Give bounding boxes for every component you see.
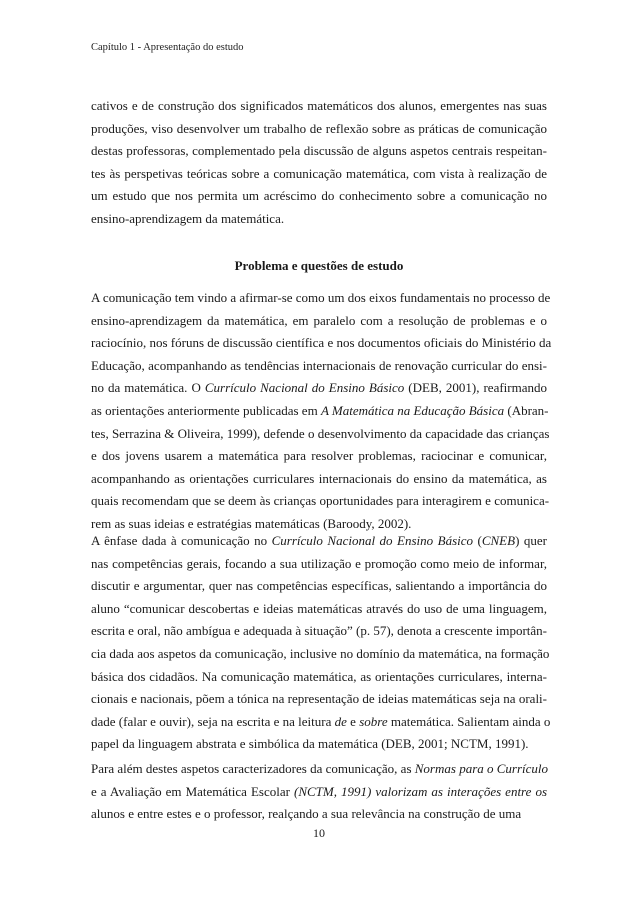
section-heading: Problema e questões de estudo <box>234 258 404 273</box>
text-line <box>91 445 547 468</box>
text-line <box>91 688 547 711</box>
text-line <box>91 185 547 208</box>
text-segment: destas professoras, complementado pela discussão de alguns aspetos centrais respeitan- <box>91 143 547 159</box>
italic-title: CNEB <box>481 533 516 548</box>
italic-title: sobre <box>359 713 388 729</box>
text-segment: A comunicação tem vindo a afirmar-se como um dos eixos fundamentais no processo de <box>91 290 551 305</box>
text-line <box>91 490 550 513</box>
text-segment: (Abran- <box>504 402 549 418</box>
text-segment: um estudo que nos permita um acréscimo do conhecimento sobre a comunicação no <box>91 188 547 204</box>
text-line <box>91 781 547 804</box>
text-segment: alunos e entre estes e o professor, realçando a sua relevância na construção de uma <box>91 806 522 822</box>
italic-title: de <box>334 713 347 729</box>
text-line <box>91 598 547 621</box>
text-segment: Para além destes aspetos caracterizadores da comunicação, as <box>91 761 415 776</box>
text-segment: tes às perspetivas teóricas sobre a comunicação matemática, com vista à realização de <box>91 165 547 181</box>
text-segment: cativos e de construção dos significados matemáticos dos alunos, emergentes nas suas <box>91 98 547 113</box>
text-line <box>91 575 547 598</box>
running-header: Capítulo 1 - Apresentação do estudo <box>91 42 244 53</box>
text-line <box>91 310 547 333</box>
text-line <box>91 666 547 689</box>
text-segment: escrita e oral, não ambígua e adequada à situação” (p. 57), denota a crescente importân- <box>91 623 547 639</box>
intro-paragraph <box>91 95 547 231</box>
italic-title: Normas para o Currículo <box>414 761 549 776</box>
text-segment: tes, Serrazina & Oliveira, 1999), defende o desenvolvimento da capacidade das crianças <box>91 425 550 441</box>
text-segment: acompanhando as orientações curriculares internacionais do ensino da matemática, as <box>91 470 547 486</box>
text-segment: ensino-aprendizagem da matemática, em paralelo com a resolução de problemas e o <box>91 312 547 328</box>
text-line <box>91 163 547 186</box>
text-line <box>91 711 551 734</box>
text-segment: ( <box>473 533 482 548</box>
text-line <box>91 423 550 446</box>
text-segment: Educação, acompanhando as tendências internacionais de renovação curricular do ensi- <box>91 357 547 373</box>
text-line <box>91 643 550 666</box>
text-line <box>91 287 551 310</box>
text-segment: dade (falar e ouvir), seja na escrita e na leitura <box>91 713 335 729</box>
text-segment: e <box>346 713 360 729</box>
text-segment: no da matemática. O <box>91 380 205 396</box>
italic-title: Currículo Nacional do Ensino Básico <box>204 380 405 396</box>
text-segment: básica dos cidadãos. Na comunicação matemática, as orientações curriculares, interna- <box>91 668 547 684</box>
text-segment: cionais e nacionais, põem a tónica na representação de ideias matemáticas seja na orali- <box>91 691 547 707</box>
text-line <box>91 468 547 491</box>
text-segment: discutir e argumentar, quer nas competências específicas, salientando a importância do <box>91 578 547 594</box>
text-line <box>91 140 547 163</box>
paragraph-nctm-norms <box>91 758 547 826</box>
text-line <box>91 733 547 756</box>
text-segment: e a Avaliação em Matemática Escolar <box>91 783 290 799</box>
text-line <box>91 803 547 826</box>
text-segment: aluno “comunicar descobertas e ideias matemáticas através do uso de uma linguagem, <box>91 600 547 616</box>
text-line <box>91 118 547 141</box>
text-segment: cia dada aos aspetos da comunicação, inclusive no domínio da matemática, na formação <box>91 645 550 661</box>
paragraph-cneb-emphasis <box>91 530 551 756</box>
text-line <box>91 332 552 355</box>
text-segment: as orientações anteriormente publicadas em <box>91 402 321 418</box>
text-line <box>91 530 547 553</box>
text-line <box>91 758 547 781</box>
italic-title: A Matemática na Educação Básica <box>320 402 505 418</box>
text-line <box>91 620 547 643</box>
text-segment: raciocínio, nos fóruns de discussão científica e nos documentos oficiais do Ministério da <box>91 335 552 351</box>
text-segment: matemática. Salientam ainda o <box>387 713 551 729</box>
italic-title: Currículo Nacional do Ensino Básico <box>271 533 474 548</box>
text-segment: nas competências gerais, focando a sua utilização e promoção como meio de informar, <box>91 555 547 571</box>
text-segment: quais recomendam que se deem às crianças oportunidades para interagirem e comunica- <box>91 493 550 509</box>
text-line <box>91 95 547 118</box>
text-line <box>91 377 547 400</box>
text-segment: e dos jovens usarem a matemática para resolver problemas, raciocinar e comunicar, <box>91 448 547 464</box>
text-line <box>91 208 547 231</box>
text-line <box>91 553 547 576</box>
text-segment: (DEB, 2001), reafirmando <box>404 380 547 396</box>
italic-title: (NCTM, 1991) valorizam as interações entre os <box>289 783 547 799</box>
text-segment: ) quer <box>515 533 547 548</box>
page-number: 10 <box>313 826 325 840</box>
text-segment: produções, viso desenvolver um trabalho de reflexão sobre as práticas de comunicação <box>91 120 547 136</box>
paragraph-problem-context <box>91 287 552 536</box>
text-line <box>91 355 547 378</box>
text-line <box>91 400 547 423</box>
text-segment: A ênfase dada à comunicação no <box>91 533 272 548</box>
text-segment: rem as suas ideias e estratégias matemáticas (Baroody, 2002). <box>91 515 412 531</box>
text-segment: papel da linguagem abstrata e simbólica da matemática (DEB, 2001; NCTM, 1991). <box>91 736 529 752</box>
text-segment: ensino-aprendizagem da matemática. <box>91 210 285 226</box>
